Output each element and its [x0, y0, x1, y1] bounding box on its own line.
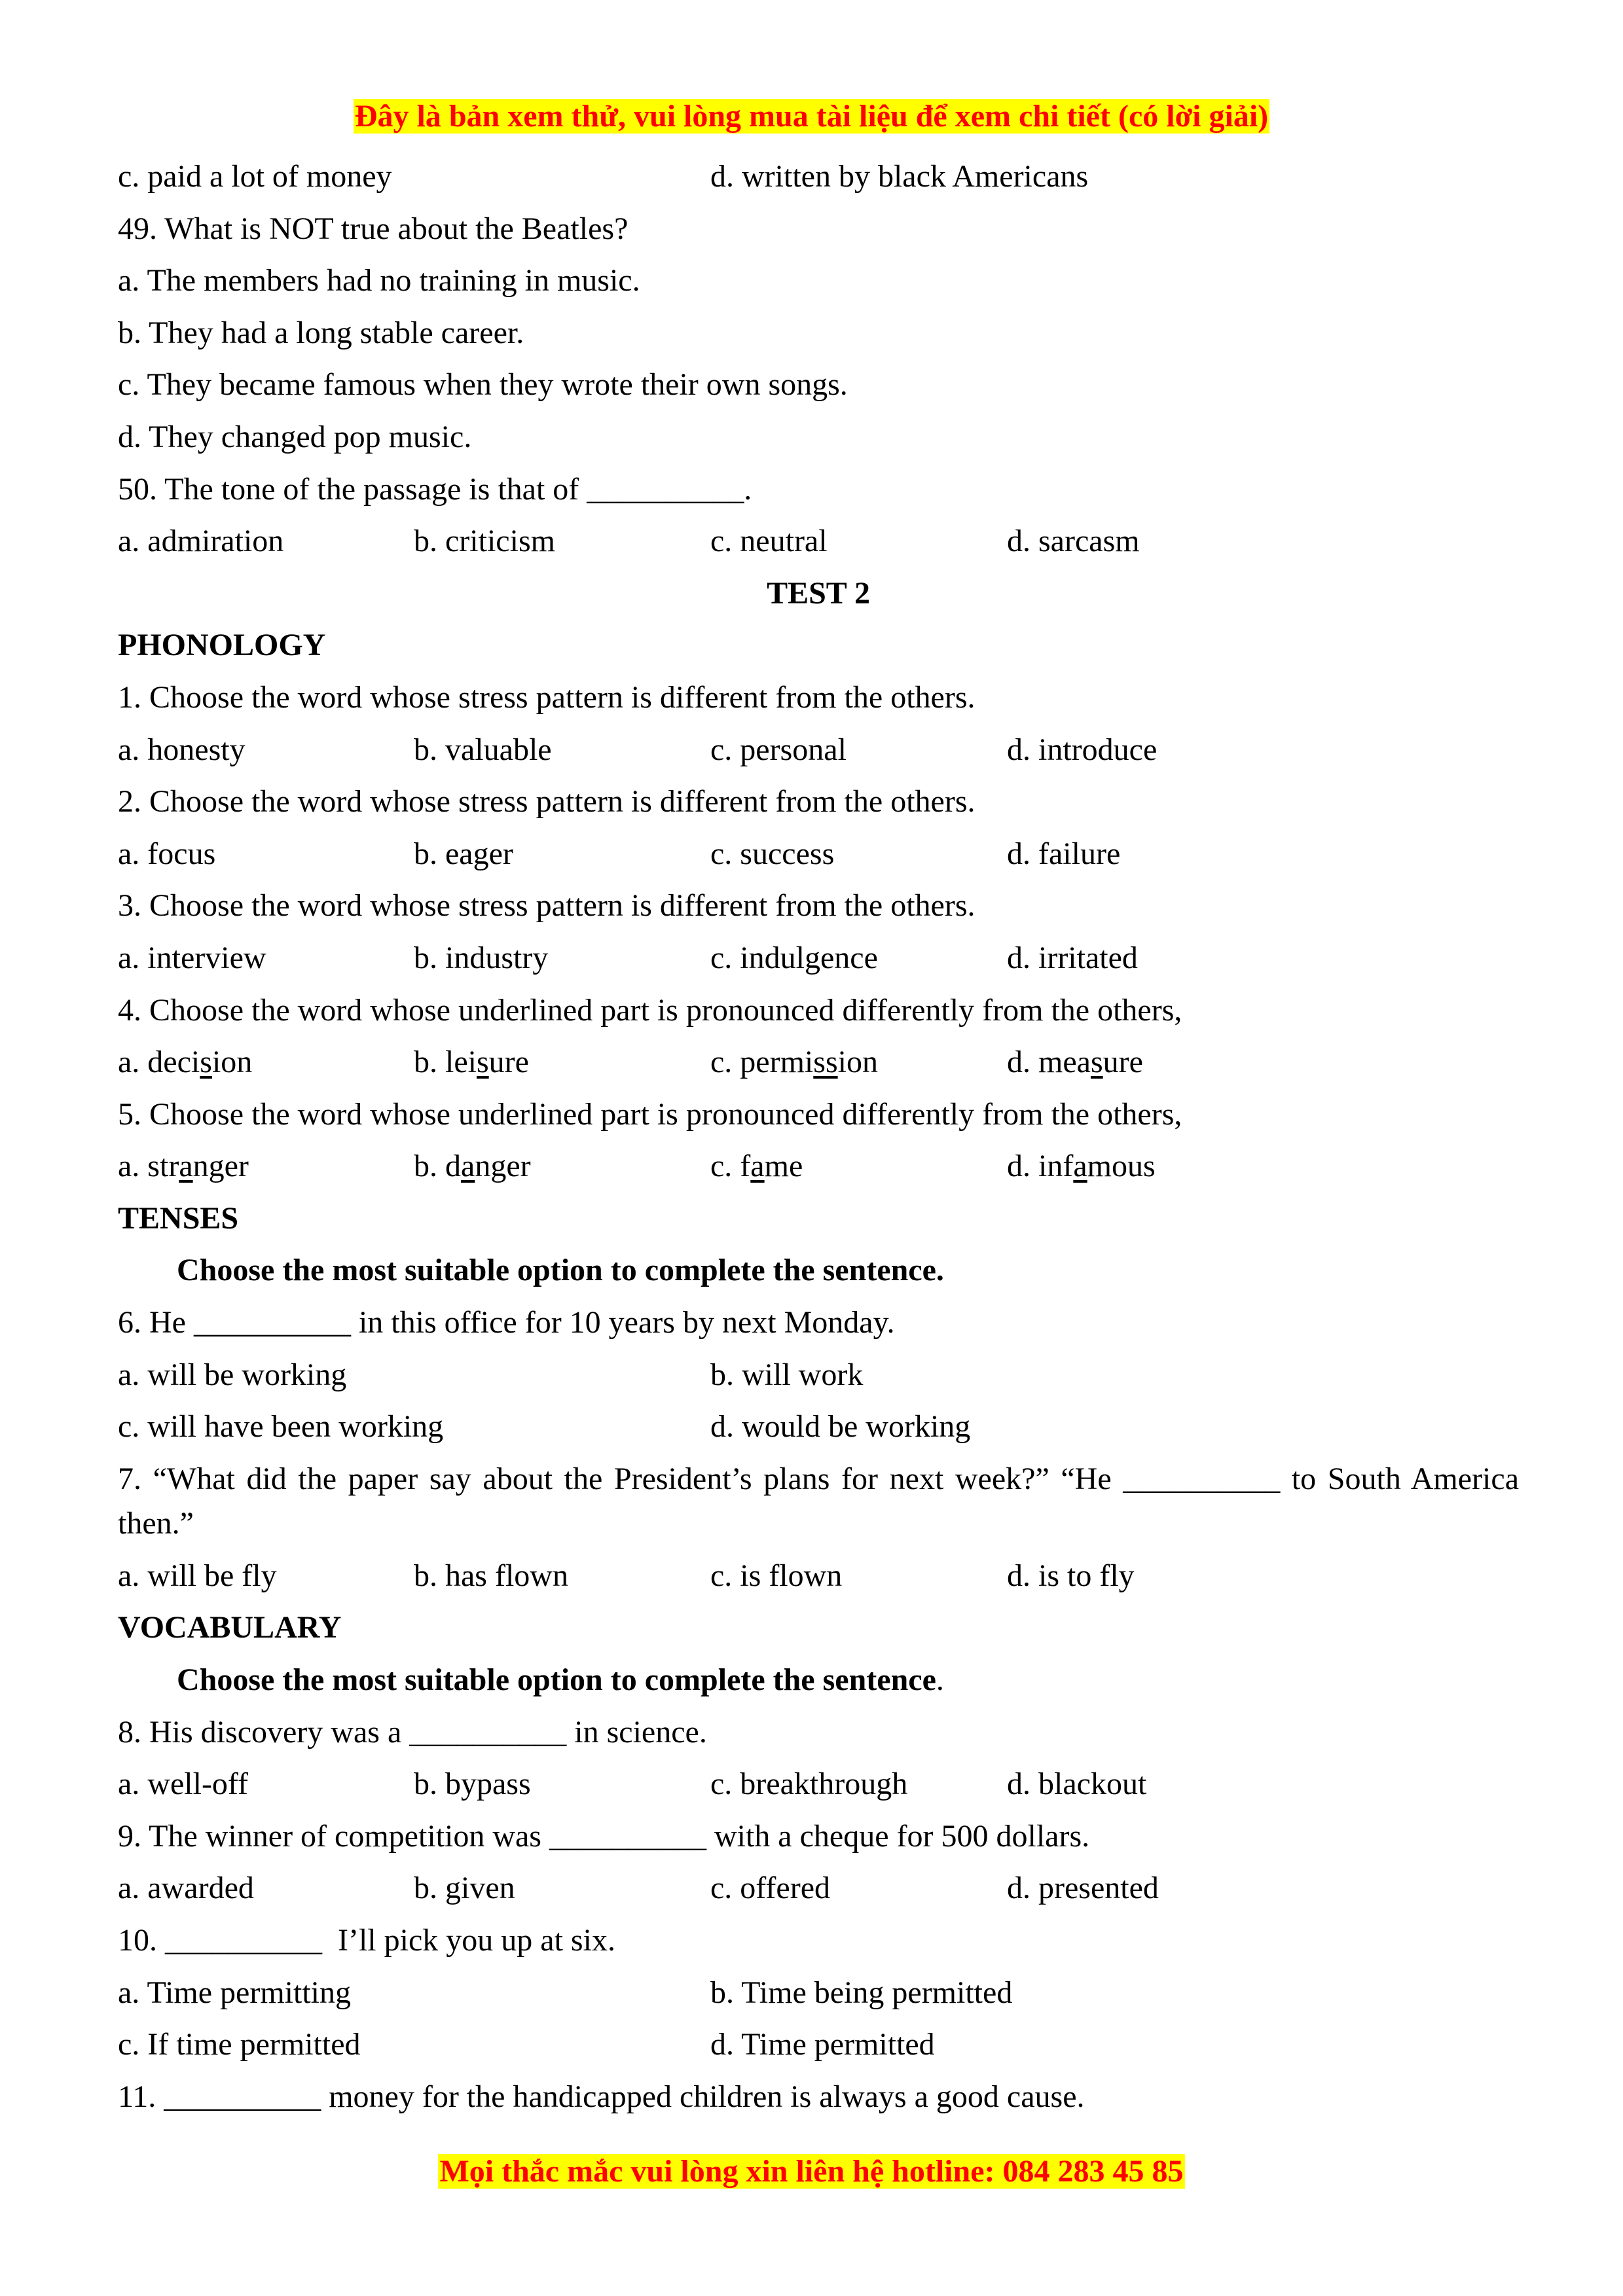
option-d: d. would be working — [710, 1409, 971, 1444]
q4-options — [118, 1036, 1519, 1088]
q4-question: 4. Choose the word whose underlined part is pronounced differently from the others, — [118, 992, 1182, 1028]
option-b: b. leisure — [414, 1045, 529, 1080]
q3-options — [118, 932, 1519, 984]
option-c: c. fame — [710, 1149, 803, 1184]
q10-options-ab — [118, 1967, 1519, 2019]
option-c: c. neutral — [710, 524, 828, 559]
option-c: c. offered — [710, 1871, 830, 1906]
underlined-part: a — [750, 1149, 765, 1184]
option-c: c. paid a lot of money — [118, 159, 392, 194]
option-d: d. infamous — [1007, 1149, 1156, 1184]
preview-notice-banner — [0, 98, 1623, 134]
test-title: TEST 2 — [767, 575, 870, 611]
q11-question: 11. __________ money for the handicapped children is always a good cause. — [118, 2079, 1085, 2114]
option-b: b. eager — [414, 836, 513, 871]
q2-question: 2. Choose the word whose stress pattern is different from the others. — [118, 784, 976, 819]
q49-question: 49. What is NOT true about the Beatles? — [118, 211, 629, 246]
q5-question: 5. Choose the word whose underlined part is pronounced differently from the others, — [118, 1096, 1182, 1132]
q7-options — [118, 1550, 1519, 1602]
option-b: b. Time being permitted — [710, 1975, 1013, 2010]
option-b: b. has flown — [414, 1558, 568, 1593]
option-d: d. introduce — [1007, 732, 1158, 767]
q2-options — [118, 828, 1519, 880]
option-d: d. irritated — [1007, 940, 1138, 975]
section-tenses: TENSES — [118, 1200, 239, 1236]
hotline-notice-text: Mọi thắc mắc vui lòng xin liên hệ hotline: 084 283 45 85 — [439, 2154, 1184, 2189]
option-a: a. stranger — [118, 1149, 249, 1184]
underlined-part: s — [476, 1045, 489, 1080]
option-a: a. will be fly — [118, 1558, 277, 1593]
option-b: b. valuable — [414, 732, 552, 767]
option-d: d. written by black Americans — [710, 159, 1089, 194]
q6-options-ab — [118, 1349, 1519, 1401]
q1-options — [118, 724, 1519, 776]
section-phonology: PHONOLOGY — [118, 628, 326, 663]
option-a: a. focus — [118, 836, 216, 871]
option-c: c. success — [710, 836, 835, 871]
option-a: a. admiration — [118, 524, 284, 559]
q5-options — [118, 1140, 1519, 1193]
underlined-part: a — [1073, 1149, 1087, 1184]
q48-options-cd — [118, 151, 1519, 203]
option-a: a. honesty — [118, 732, 246, 767]
tenses-instruction: Choose the most suitable option to complete the sentence. — [177, 1253, 944, 1288]
option-d: d. is to fly — [1007, 1558, 1135, 1593]
option-a: a. awarded — [118, 1871, 254, 1906]
option-c: c. will have been working — [118, 1409, 444, 1444]
option-b: b. industry — [414, 940, 549, 975]
option-a: a. decision — [118, 1045, 253, 1080]
q49-option-a: a. The members had no training in music. — [118, 263, 640, 298]
option-d: d. measure — [1007, 1045, 1143, 1080]
q6-options-cd — [118, 1401, 1519, 1453]
underlined-part: s — [200, 1045, 212, 1080]
underlined-part: a — [461, 1149, 475, 1184]
option-a: a. Time permitting — [118, 1975, 352, 2010]
q3-question: 3. Choose the word whose stress pattern is different from the others. — [118, 888, 976, 924]
q8-question: 8. His discovery was a __________ in science. — [118, 1714, 707, 1749]
q49-option-b: b. They had a long stable career. — [118, 315, 524, 350]
section-vocabulary: VOCABULARY — [118, 1610, 342, 1645]
option-a: a. well-off — [118, 1767, 249, 1802]
option-d: d. failure — [1007, 836, 1121, 871]
preview-notice-text: Đây là bản xem thử, vui lòng mua tài liệu để xem chi tiết (có lời giải) — [354, 99, 1269, 134]
option-c: c. permission — [710, 1045, 878, 1080]
document-body — [118, 151, 1519, 2123]
option-b: b. given — [414, 1871, 515, 1906]
q1-question: 1. Choose the word whose stress pattern is different from the others. — [118, 679, 976, 715]
q9-question: 9. The winner of competition was __________ with a cheque for 500 dollars. — [118, 1818, 1090, 1854]
option-c: c. personal — [710, 732, 847, 767]
q50-options — [118, 515, 1519, 567]
option-a: a. interview — [118, 940, 266, 975]
q50-question: 50. The tone of the passage is that of __________. — [118, 471, 752, 507]
q49-option-c: c. They became famous when they wrote their own songs. — [118, 367, 848, 403]
vocabulary-instruction: Choose the most suitable option to complete the sentence. — [177, 1662, 944, 1698]
option-c: c. indulgence — [710, 940, 878, 975]
option-d: d. Time permitted — [710, 2027, 935, 2062]
q10-question: 10. __________ I’ll pick you up at six. — [118, 1923, 615, 1958]
q10-options-cd — [118, 2018, 1519, 2071]
option-b: b. danger — [414, 1149, 531, 1184]
underlined-part: a — [179, 1149, 193, 1184]
hotline-notice-banner — [0, 2153, 1623, 2189]
option-c: c. breakthrough — [710, 1767, 908, 1802]
underlined-part: ss — [813, 1045, 838, 1080]
option-a: a. will be working — [118, 1357, 347, 1392]
underlined-part: s — [1090, 1045, 1103, 1080]
option-b: b. criticism — [414, 524, 555, 559]
option-b: b. will work — [710, 1357, 864, 1392]
option-c: c. If time permitted — [118, 2027, 361, 2062]
option-d: d. sarcasm — [1007, 524, 1140, 559]
q6-question: 6. He __________ in this office for 10 years by next Monday. — [118, 1305, 895, 1340]
q9-options — [118, 1862, 1519, 1914]
q49-option-d: d. They changed pop music. — [118, 419, 472, 454]
q8-options — [118, 1758, 1519, 1810]
option-d: d. blackout — [1007, 1767, 1147, 1802]
q7-question: 7. “What did the paper say about the President’s plans for next week?” “He __________ to South America then.” — [118, 1461, 1519, 1541]
option-b: b. bypass — [414, 1767, 531, 1802]
option-c: c. is flown — [710, 1558, 843, 1593]
option-d: d. presented — [1007, 1871, 1159, 1906]
